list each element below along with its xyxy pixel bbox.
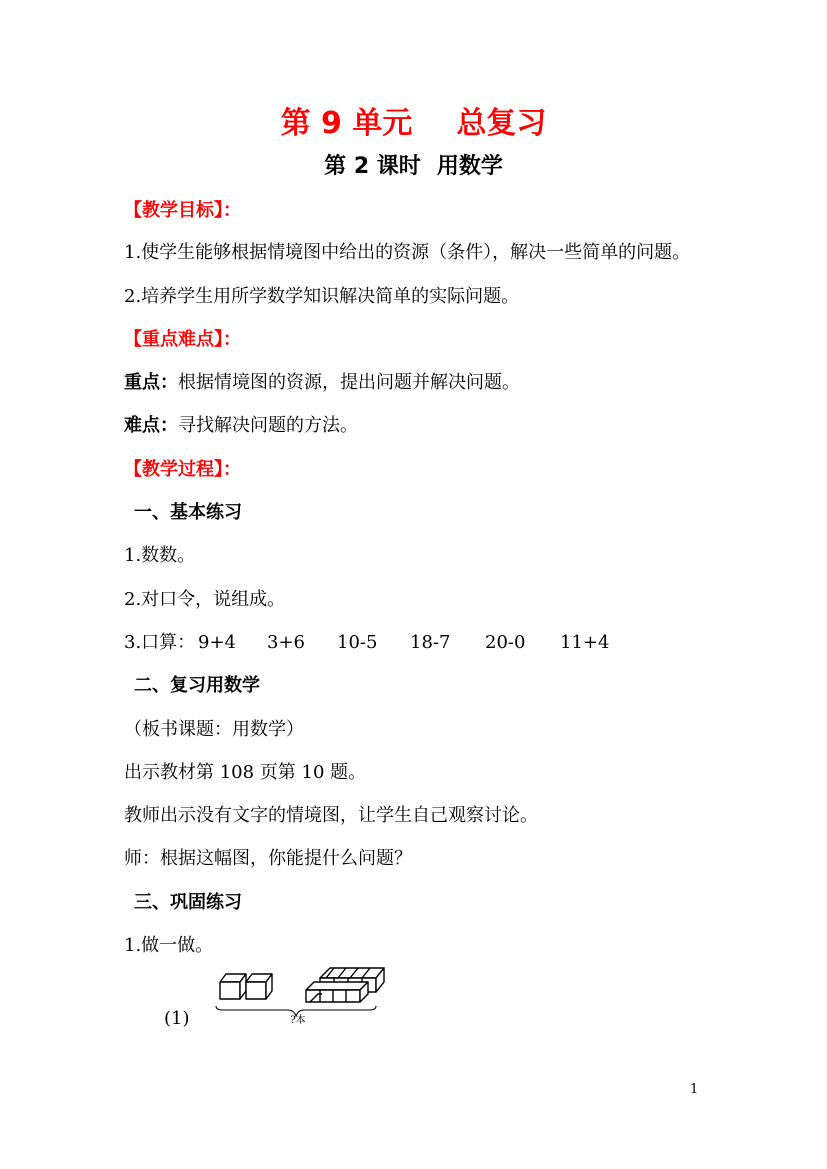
calc-item: 11+4 xyxy=(560,632,610,653)
section2-title: 二、复习用数学 xyxy=(134,675,260,696)
section1-item-1: 1.数数。 xyxy=(124,545,196,566)
section1-title: 一、基本练习 xyxy=(134,502,242,523)
section2-line-1: （板书课题：用数学） xyxy=(124,719,304,740)
mental-calc-line xyxy=(124,631,610,655)
section2-line-3: 教师出示没有文字的情境图，让学生自己观察讨论。 xyxy=(124,805,538,826)
difficulty-text: 寻找解决问题的方法。 xyxy=(178,415,358,436)
process-heading: 【教学过程】： xyxy=(124,459,241,480)
section2-line-2: 出示教材第 108 页第 10 题。 xyxy=(124,762,367,783)
unit-title xyxy=(0,104,827,144)
calc-item: 18-7 xyxy=(410,632,451,653)
mental-calc-label: 3.口算： xyxy=(124,632,196,653)
exercise-label: (1) xyxy=(164,1008,190,1029)
book-shape xyxy=(220,982,240,999)
figure-caption: ?本 xyxy=(290,1015,306,1026)
lesson-label: 第 2 课时 xyxy=(324,154,421,179)
focus-label: 重点： xyxy=(124,372,178,393)
objectives-heading: 【教学目标】： xyxy=(124,200,241,221)
section1-item-2: 2.对口令，说组成。 xyxy=(124,589,286,610)
unit-label: 第 9 单元 xyxy=(280,106,413,141)
objective-item-2: 2.培养学生用所学数学知识解决简单的实际问题。 xyxy=(124,286,520,307)
key-points-heading: 【重点难点】： xyxy=(124,329,241,350)
page-number: 1 xyxy=(690,1082,699,1097)
calc-item: 3+6 xyxy=(267,632,305,653)
lesson-title xyxy=(0,152,827,182)
section2-line-4: 师：根据这幅图，你能提什么问题？ xyxy=(124,848,412,869)
focus-line xyxy=(124,371,520,395)
calc-item: 9+4 xyxy=(198,632,236,653)
lesson-title-text: 用数学 xyxy=(436,154,503,179)
book-shape xyxy=(246,982,266,999)
books-figure xyxy=(212,966,388,1028)
objective-item-1: 1.使学生能够根据情境图中给出的资源（条件），解决一些简单的问题。 xyxy=(124,242,691,263)
calc-item: 20-0 xyxy=(485,632,526,653)
section3-title: 三、巩固练习 xyxy=(134,892,242,913)
unit-title-text: 总复习 xyxy=(456,106,547,141)
calc-item: 10-5 xyxy=(337,632,378,653)
section3-item-1: 1.做一做。 xyxy=(124,935,214,956)
book-stack xyxy=(306,982,368,990)
focus-text: 根据情境图的资源，提出问题并解决问题。 xyxy=(178,372,520,393)
difficulty-line xyxy=(124,414,358,438)
difficulty-label: 难点： xyxy=(124,415,178,436)
